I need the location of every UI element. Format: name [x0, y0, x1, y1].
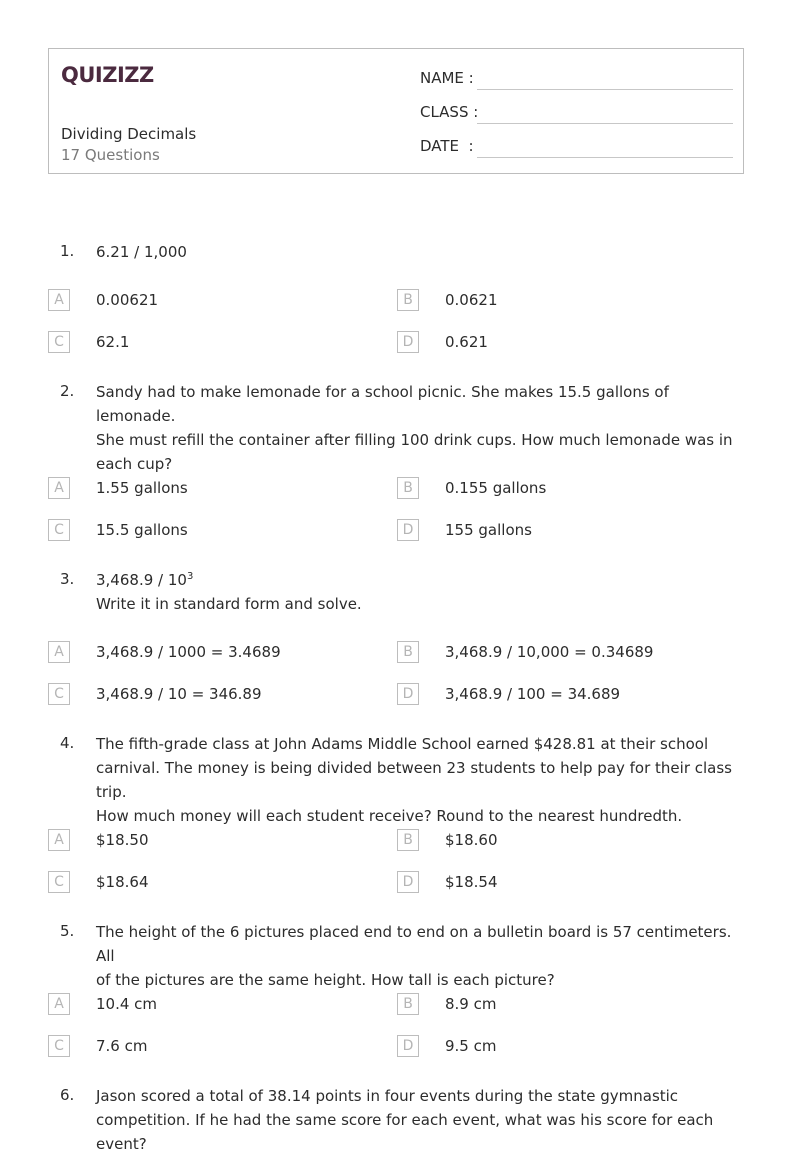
option-text: $18.64: [96, 873, 149, 891]
question-line: of the pictures are the same height. How tall is each picture?: [96, 971, 555, 989]
question-line: 6.21 / 1,000: [96, 243, 187, 261]
question-line: carnival. The money is being divided between 23 students to help pay for their class trip.: [96, 759, 732, 801]
option-text: $18.50: [96, 831, 149, 849]
date-line[interactable]: [477, 157, 733, 158]
option-text: 3,468.9 / 1000 = 3.4689: [96, 643, 281, 661]
option-box[interactable]: A: [48, 993, 70, 1015]
question-line: She must refill the container after filling 100 drink cups. How much lemonade was in: [96, 431, 733, 449]
question-line: [96, 568, 748, 592]
question-line: How much money will each student receive? Round to the nearest hundredth.: [96, 807, 683, 825]
option-box[interactable]: D: [397, 331, 419, 353]
option-text: 0.0621: [445, 291, 498, 309]
question-text: [96, 380, 748, 476]
option-text: 8.9 cm: [445, 995, 497, 1013]
question-number: 5.: [60, 922, 75, 940]
question-number: 2.: [60, 382, 75, 400]
question-number: 4.: [60, 734, 75, 752]
expression-base: 3,468.9 / 10: [96, 571, 187, 589]
question-line: The fifth-grade class at John Adams Middle School earned $428.81 at their school: [96, 735, 709, 753]
worksheet-title: Dividing Decimals: [61, 125, 197, 143]
option-box[interactable]: A: [48, 477, 70, 499]
question-line: Sandy had to make lemonade for a school picnic. She makes 15.5 gallons of lemonade.: [96, 383, 669, 425]
date-label: DATE :: [420, 137, 474, 155]
question-line: Jason scored a total of 38.14 points in four events during the state gymnastic: [96, 1087, 679, 1105]
option-box[interactable]: A: [48, 641, 70, 663]
question-text: [96, 732, 748, 828]
option-text: 7.6 cm: [96, 1037, 148, 1055]
question-text: [96, 240, 748, 264]
question-number: 3.: [60, 570, 75, 588]
option-text: 0.155 gallons: [445, 479, 547, 497]
question-number: 1.: [60, 242, 75, 260]
svg-text:QUIZIZZ: QUIZIZZ: [61, 63, 154, 87]
question-line: each cup?: [96, 455, 173, 473]
option-text: 3,468.9 / 100 = 34.689: [445, 685, 621, 703]
class-label: CLASS :: [420, 103, 479, 121]
option-text: 15.5 gallons: [96, 521, 188, 539]
question-text: [96, 568, 748, 616]
question-number: 6.: [60, 1086, 75, 1104]
option-text: $18.54: [445, 873, 498, 891]
option-text: 155 gallons: [445, 521, 532, 539]
option-box[interactable]: C: [48, 871, 70, 893]
question-text: [96, 920, 748, 992]
quizizz-logo: [61, 61, 154, 87]
question-text: [96, 1084, 748, 1153]
option-text: 10.4 cm: [96, 995, 158, 1013]
option-box[interactable]: B: [397, 289, 419, 311]
question-line: competition. If he had the same score for each event, what was his score for each event?: [96, 1111, 714, 1153]
option-box[interactable]: A: [48, 289, 70, 311]
question-line: The height of the 6 pictures placed end to end on a bulletin board is 57 centimeters. All: [96, 923, 732, 965]
option-text: $18.60: [445, 831, 498, 849]
option-box[interactable]: B: [397, 829, 419, 851]
option-box[interactable]: C: [48, 683, 70, 705]
option-box[interactable]: D: [397, 683, 419, 705]
question-count: 17 Questions: [61, 146, 160, 164]
option-box[interactable]: B: [397, 641, 419, 663]
option-text: 0.00621: [96, 291, 159, 309]
option-text: 3,468.9 / 10 = 346.89: [96, 685, 262, 703]
option-text: 9.5 cm: [445, 1037, 497, 1055]
name-line[interactable]: [477, 89, 733, 90]
option-text: 62.1: [96, 333, 130, 351]
name-label: NAME :: [420, 69, 474, 87]
option-box[interactable]: C: [48, 519, 70, 541]
option-box[interactable]: A: [48, 829, 70, 851]
question-line: Write it in standard form and solve.: [96, 595, 362, 613]
option-text: 0.621: [445, 333, 488, 351]
option-box[interactable]: C: [48, 1035, 70, 1057]
class-line[interactable]: [477, 123, 733, 124]
option-box[interactable]: D: [397, 1035, 419, 1057]
option-box[interactable]: B: [397, 477, 419, 499]
worksheet-header: [48, 48, 744, 174]
option-text: 3,468.9 / 10,000 = 0.34689: [445, 643, 654, 661]
option-box[interactable]: C: [48, 331, 70, 353]
option-box[interactable]: B: [397, 993, 419, 1015]
option-box[interactable]: D: [397, 871, 419, 893]
expression-exponent: 3: [186, 571, 194, 582]
option-box[interactable]: D: [397, 519, 419, 541]
option-text: 1.55 gallons: [96, 479, 188, 497]
